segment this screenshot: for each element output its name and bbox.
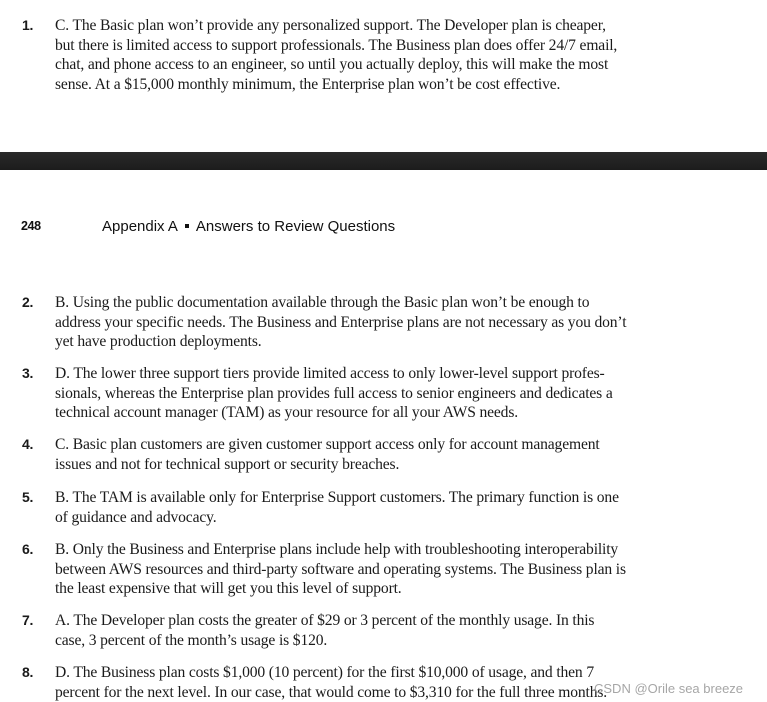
answer-line: technical account manager (TAM) as your resource for all your AWS needs. xyxy=(55,404,518,421)
answer-text xyxy=(55,16,695,94)
answer-line: issues and not for technical support or security breaches. xyxy=(55,455,400,473)
answer-text xyxy=(55,435,695,474)
answer-line: case, 3 percent of the month’s usage is $120. xyxy=(55,631,328,649)
bullet-separator-icon xyxy=(185,224,189,228)
answer-text xyxy=(55,611,695,650)
answer-line: but there is limited access to support professionals. The Business plan does offer 24/7 email, xyxy=(55,36,618,54)
answer-number: 3. xyxy=(22,365,34,381)
answer-line: B. Using the public documentation available through the Basic plan won’t be enough to xyxy=(55,294,590,311)
answer-number: 2. xyxy=(22,294,34,310)
answer-line: D. The Business plan costs $1,000 (10 percent) for the first $10,000 of usage, and then 7 xyxy=(55,664,594,681)
answer-number: 4. xyxy=(22,436,34,452)
answer-line: sense. At a $15,000 monthly minimum, the Enterprise plan won’t be cost effective. xyxy=(55,75,561,93)
answer-number: 6. xyxy=(22,541,34,557)
answer-line: percent for the next level. In our case, that would come to $3,310 for the full three months. xyxy=(55,683,608,701)
answer-line: D. The lower three support tiers provide limited access to only lower-level support profes- xyxy=(55,365,605,382)
answer-line: chat, and phone access to an engineer, so until you actually deploy, this will make the most xyxy=(55,56,609,73)
answer-line: B. Only the Business and Enterprise plans include help with troubleshooting interoperability xyxy=(55,541,619,558)
running-header xyxy=(102,218,395,235)
answer-number: 7. xyxy=(22,612,34,628)
answer-line: C. The Basic plan won’t provide any personalized support. The Developer plan is cheaper, xyxy=(55,17,606,34)
answer-line: sionals, whereas the Enterprise plan provides full access to senior engineers and dedicates a xyxy=(55,384,613,402)
appendix-label: Appendix A xyxy=(102,218,178,235)
answer-text xyxy=(55,364,695,423)
answer-line: of guidance and advocacy. xyxy=(55,508,217,526)
watermark: CSDN @Orile sea breeze xyxy=(594,681,744,696)
answer-line: the least expensive that will get you this level of support. xyxy=(55,580,402,597)
answer-line: yet have production deployments. xyxy=(55,333,262,350)
page-break-divider xyxy=(0,152,767,170)
answer-number: 5. xyxy=(22,489,34,505)
answer-number: 8. xyxy=(22,664,34,680)
answer-text xyxy=(55,540,695,599)
answer-line: C. Basic plan customers are given customer support access only for account management xyxy=(55,436,600,453)
answer-line: address your specific needs. The Business and Enterprise plans are not necessary as you don’t xyxy=(55,313,627,331)
answer-text xyxy=(55,293,695,352)
answer-text xyxy=(55,488,695,527)
page-number: 248 xyxy=(21,219,41,233)
header-title: Answers to Review Questions xyxy=(195,218,396,235)
answer-line: between AWS resources and third-party software and operating systems. The Business plan is xyxy=(55,560,626,578)
answer-line: A. The Developer plan costs the greater of $29 or 3 percent of the monthly usage. In this xyxy=(55,612,595,629)
answer-number: 1. xyxy=(22,17,34,33)
answer-line: B. The TAM is available only for Enterprise Support customers. The primary function is one xyxy=(55,489,619,506)
